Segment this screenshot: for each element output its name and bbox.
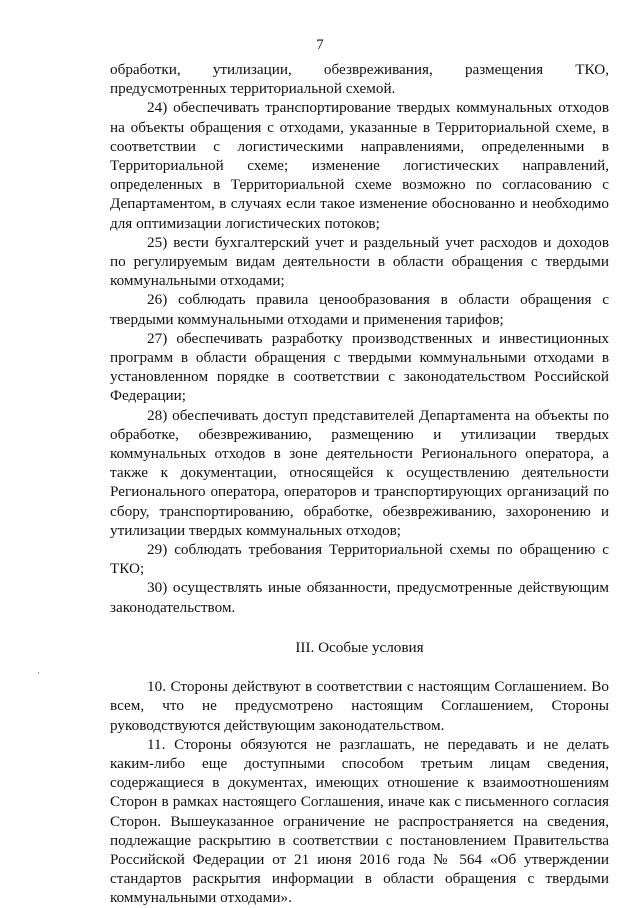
paragraph-clause-11: 11. Стороны обязуются не разглашать, не передавать и не делать каким-либо еще доступными способом третьим лицам сведения, содержащиеся в документах, имеющих отношение к взаимоотношениям Сторон в рамках настоящего Соглашения, иначе как с письменного согласия Сторон. Вышеуказанное ограничение не распространяется на сведения, подлежащие раскрытию в соответствии с постановлением Правительства Российской Федерации от 21 июня 2016 года № 564 «Об утверждении стандартов раскрытия информации в области обращения с твердыми коммунальными отходами». bbox=[110, 735, 609, 907]
paragraph-item-30: 30) осуществлять иные обязанности, предусмотренные действующим законодательством. bbox=[110, 579, 609, 616]
paragraph-item-26: 26) соблюдать правила ценообразования в области обращения с твердыми коммунальными отходами и применения тарифов; bbox=[110, 291, 609, 328]
margin-mark bbox=[38, 672, 39, 674]
paragraph-item-29: 29) соблюдать требования Территориальной схемы по обращению с ТКО; bbox=[110, 541, 609, 578]
paragraph-clause-10: 10. Стороны действуют в соответствии с настоящим Соглашением. Во всем, что не предусмотрено настоящим Соглашением, Стороны руководствуются действующим законодательством. bbox=[110, 678, 609, 734]
document-body bbox=[110, 60, 609, 908]
paragraph-item-28: 28) обеспечивать доступ представителей Департамента на объекты по обработке, обезвреживанию, размещению и утилизации твердых коммунальных отходов в зоне деятельности Регионального оператора, а также к документации, относящейся к осуществлению деятельности Регионального оператора, операторов и транспортирующих организаций по сбору, транспортированию, обработке, обезвреживанию, захоронению и утилизации твердых коммунальных отходов; bbox=[110, 406, 609, 539]
page-number: 7 bbox=[316, 37, 324, 53]
paragraph-item-24: 24) обеспечивать транспортирование твердых коммунальных отходов на объекты обращения с отходами, указанные в Территориальной схеме, в соответствии с логистическими направлениями, определенными в Территориальной схеме; изменение логистических направлений, определенных в Территориальной схеме возможно по согласованию с Департаментом, в случаях если такое изменение обоснованно и необходимо для оптимизации логистических потоков; bbox=[110, 99, 609, 232]
paragraph-item-25: 25) вести бухгалтерский учет и раздельный учет расходов и доходов по регулируемым видам деятельности в области обращения с твердыми коммунальными отходами; bbox=[110, 233, 609, 290]
paragraph-continuation: обработки, утилизации, обезвреживания, размещения ТКО, предусмотренных территориальной схемой. bbox=[110, 61, 609, 98]
section-heading: III. Особые условия bbox=[295, 638, 424, 656]
paragraph-item-27: 27) обеспечивать разработку производственных и инвестиционных программ в области обращения с твердыми коммунальными отходами в установленном порядке в соответствии с законодательством Российской Федерации; bbox=[110, 329, 609, 405]
